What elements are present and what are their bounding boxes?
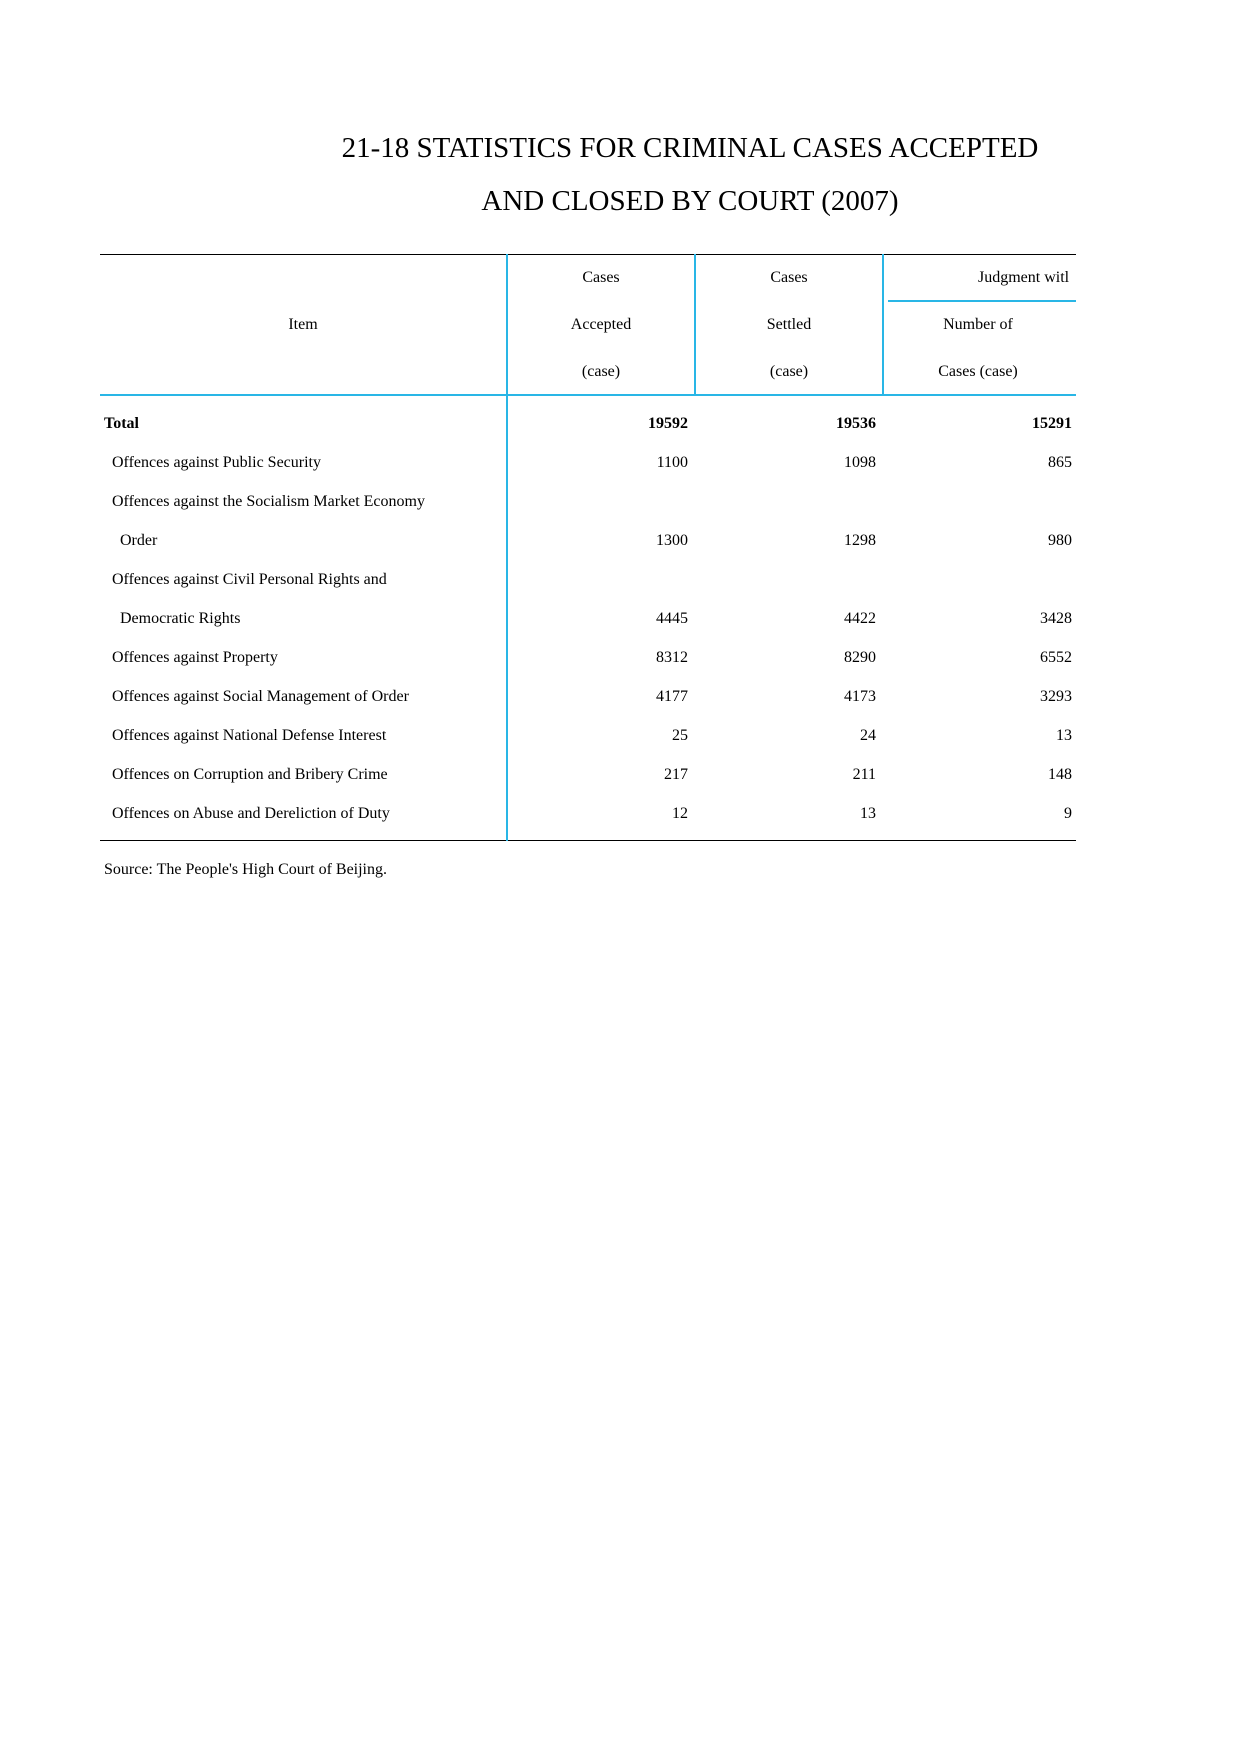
header-accepted-1: Cases bbox=[582, 269, 620, 286]
row-label: Offences against Civil Personal Rights and bbox=[112, 571, 387, 588]
header-item: Item bbox=[288, 316, 318, 333]
cell-accepted: 1100 bbox=[656, 454, 688, 471]
cell-accepted: 25 bbox=[672, 727, 688, 744]
cell-accepted-total: 19592 bbox=[648, 415, 688, 432]
row-label-continued: Democratic Rights bbox=[120, 610, 241, 627]
cell-judgment: 9 bbox=[1064, 805, 1072, 822]
row-label: Offences against Public Security bbox=[112, 454, 321, 471]
row-label: Offences against Property bbox=[112, 649, 278, 666]
cell-judgment: 865 bbox=[1048, 454, 1072, 471]
source-note: Source: The People's High Court of Beijing. bbox=[104, 861, 387, 878]
statistics-table bbox=[100, 254, 1076, 844]
cell-settled: 4173 bbox=[844, 688, 876, 705]
header-judgment-group: Judgment witl bbox=[978, 269, 1070, 286]
row-label-total: Total bbox=[104, 415, 139, 432]
header-settled-1: Cases bbox=[770, 269, 808, 286]
cell-accepted: 8312 bbox=[656, 649, 688, 666]
cell-accepted: 12 bbox=[672, 805, 688, 822]
cell-judgment: 3428 bbox=[1040, 610, 1072, 627]
cell-settled: 8290 bbox=[844, 649, 876, 666]
header-bottom-rule bbox=[100, 394, 1076, 396]
cell-accepted: 1300 bbox=[656, 532, 688, 549]
cell-settled: 4422 bbox=[844, 610, 876, 627]
cell-settled: 13 bbox=[860, 805, 876, 822]
row-label: Offences on Corruption and Bribery Crime bbox=[112, 766, 388, 783]
cell-settled: 211 bbox=[852, 766, 876, 783]
row-label: Offences against National Defense Interest bbox=[112, 727, 387, 744]
row-label-continued: Order bbox=[120, 532, 158, 549]
header-settled-3: (case) bbox=[769, 363, 809, 380]
page-title-line-2: AND CLOSED BY COURT (2007) bbox=[481, 185, 899, 217]
cell-settled: 1298 bbox=[844, 532, 876, 549]
header-settled-2: Settled bbox=[766, 316, 812, 333]
cell-judgment: 3293 bbox=[1040, 688, 1072, 705]
body-divider bbox=[506, 395, 508, 841]
header-judgment-2: Cases (case) bbox=[938, 363, 1018, 380]
cell-accepted: 4445 bbox=[656, 610, 688, 627]
cell-settled-total: 19536 bbox=[836, 415, 876, 432]
cell-accepted: 217 bbox=[664, 766, 688, 783]
row-label: Offences against the Socialism Market Economy bbox=[112, 493, 425, 510]
cell-judgment: 13 bbox=[1056, 727, 1072, 744]
table-top-rule bbox=[100, 254, 1076, 255]
judgment-group-rule bbox=[888, 300, 1076, 302]
header-accepted-2: Accepted bbox=[570, 316, 632, 333]
cell-judgment: 148 bbox=[1048, 766, 1072, 783]
cell-judgment: 980 bbox=[1048, 532, 1072, 549]
cell-settled: 1098 bbox=[844, 454, 876, 471]
row-label: Offences against Social Management of Order bbox=[112, 688, 409, 705]
header-judgment-1: Number of bbox=[943, 316, 1013, 333]
page-title-line-1: 21-18 STATISTICS FOR CRIMINAL CASES ACCEPTED bbox=[341, 132, 1039, 164]
header-accepted-3: (case) bbox=[581, 363, 621, 380]
cell-judgment-total: 15291 bbox=[1032, 415, 1072, 432]
cell-settled: 24 bbox=[860, 727, 876, 744]
cell-judgment: 6552 bbox=[1040, 649, 1072, 666]
cell-accepted: 4177 bbox=[656, 688, 688, 705]
table-bottom-rule bbox=[100, 840, 1076, 841]
row-label: Offences on Abuse and Dereliction of Duty bbox=[112, 805, 390, 822]
